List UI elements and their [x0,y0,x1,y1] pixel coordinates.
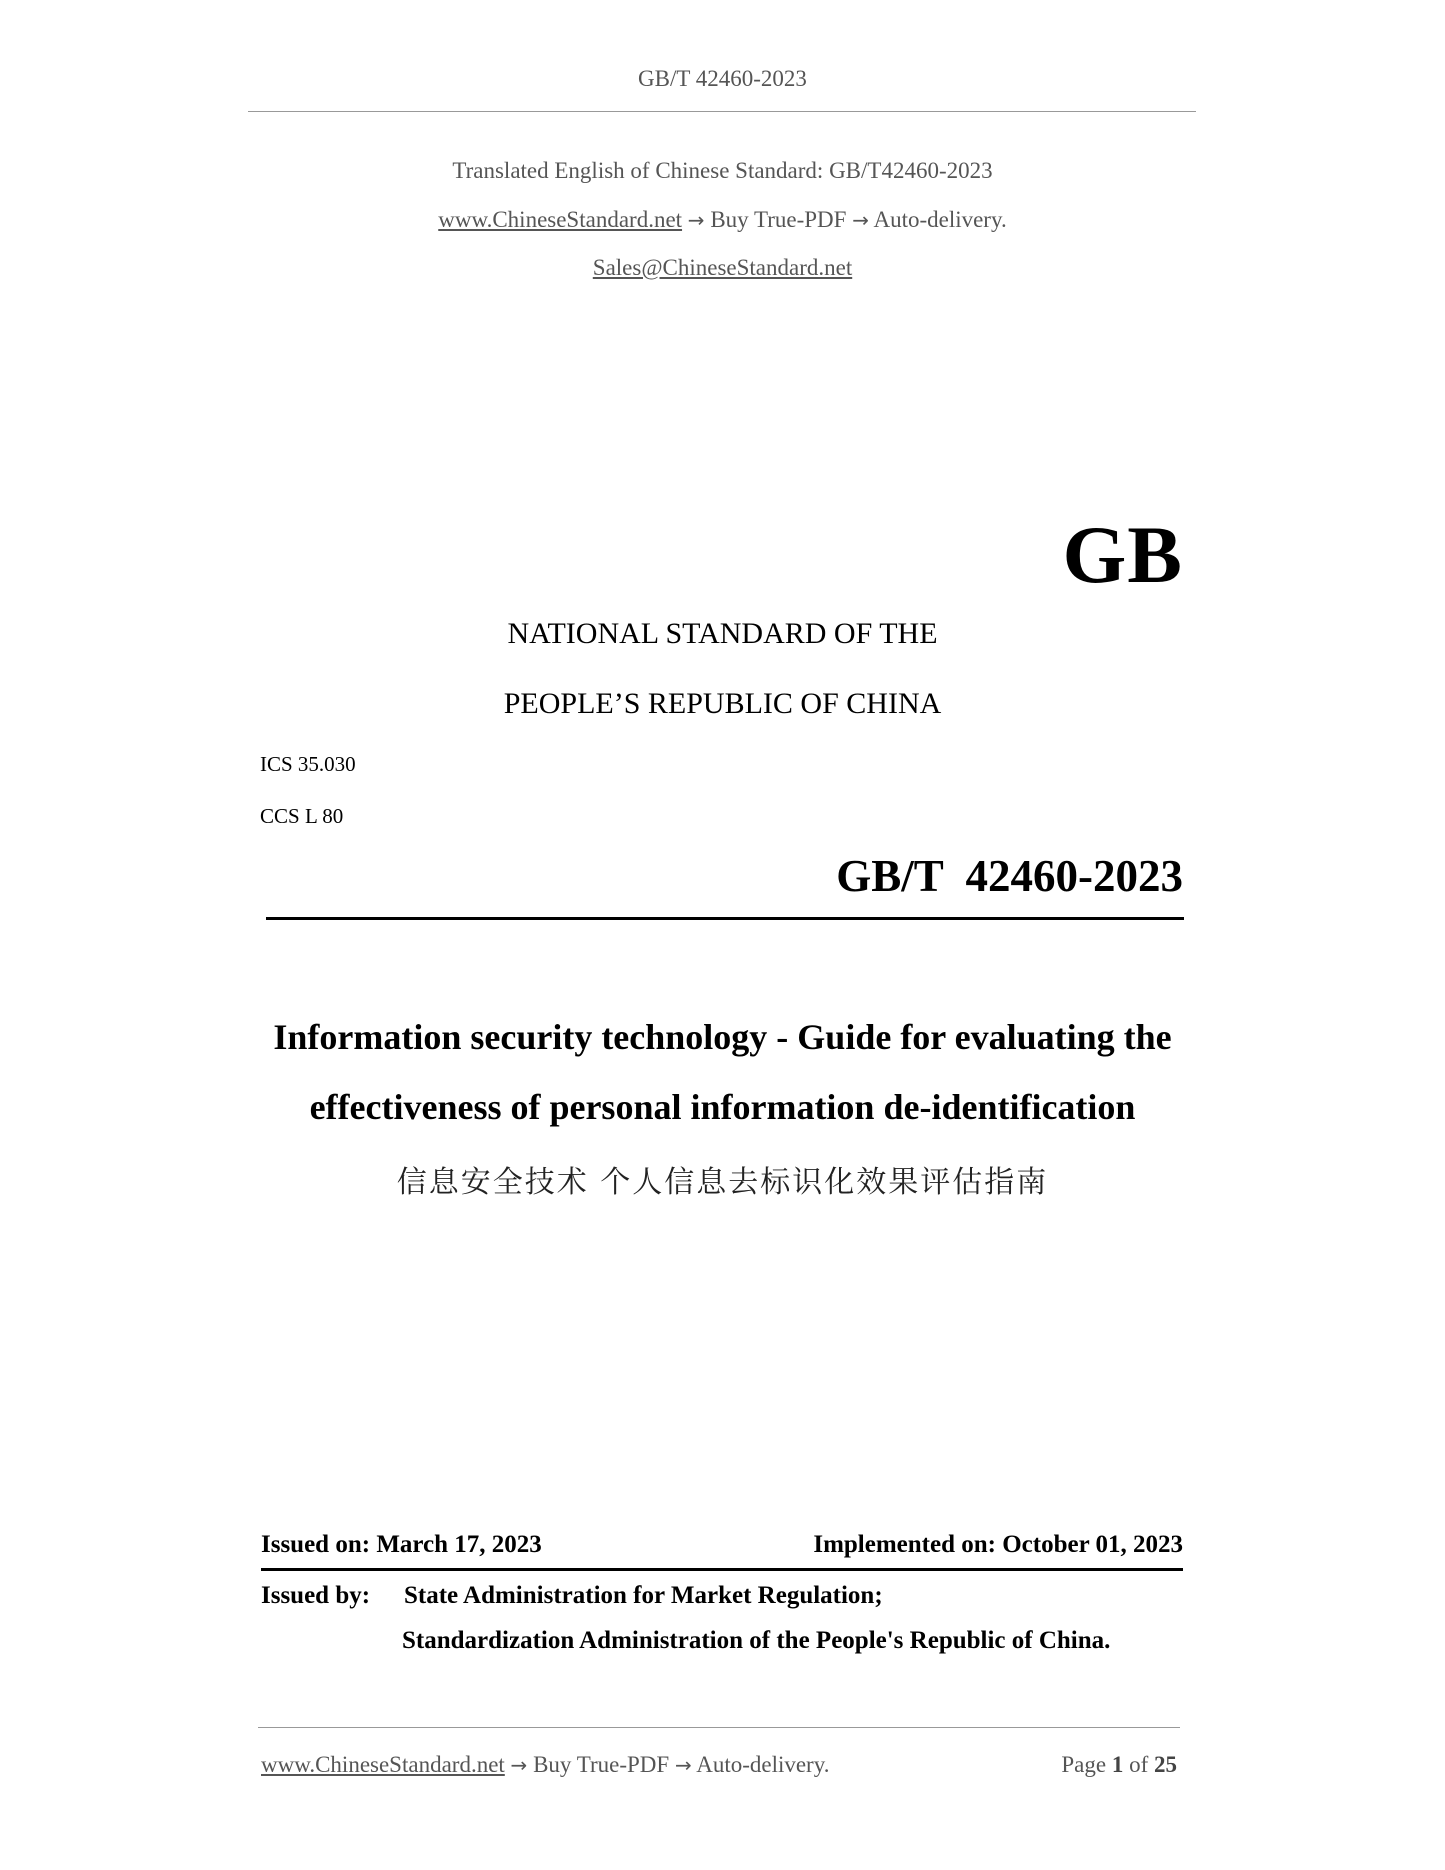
page-current: 1 [1111,1752,1124,1777]
national-standard-line-2: PEOPLE’S REPUBLIC OF CHINA [503,687,942,720]
footer-purchase-line [261,1752,829,1778]
website-link[interactable]: www.ChineseStandard.net [438,207,683,232]
arrow-right-icon: → [687,208,705,232]
footer-divider [258,1727,1180,1728]
gb-mark: GB [1062,509,1183,600]
page-word: Page [1061,1752,1107,1777]
standard-number: GB/T 42460-2023 [836,851,1183,901]
footer-buy-pdf-text: Buy True-PDF [533,1752,670,1777]
header-divider [248,111,1196,112]
purchase-line [0,207,1445,233]
implemented-on-date: Implemented on: October 01, 2023 [813,1531,1183,1558]
issuer-1: State Administration for Market Regulation; [404,1582,883,1609]
auto-delivery-text: Auto-delivery. [873,207,1007,232]
email-line [0,255,1445,281]
title-chinese: 信息安全技术 个人信息去标识化效果评估指南 [396,1165,1049,1200]
ccs-code: CCS L 80 [260,804,344,828]
translation-notice: Translated English of Chinese Standard: GB/T42460-2023 [452,158,993,183]
issued-by-label: Issued by: [261,1582,371,1609]
standard-number-rule [266,917,1184,920]
national-standard-line-1: NATIONAL STANDARD OF THE [507,617,938,650]
title-english-line-2: effectiveness of personal information de-identification [309,1087,1136,1127]
arrow-right-icon: → [674,1753,692,1777]
dates-rule [261,1568,1183,1571]
title-english-line-1: Information security technology - Guide for evaluating the [273,1017,1172,1057]
arrow-right-icon: → [852,208,869,232]
sales-email-link[interactable]: Sales@ChineseStandard.net [592,255,853,280]
issued-on-date: Issued on: March 17, 2023 [261,1531,542,1558]
buy-pdf-text: Buy True-PDF [710,207,847,232]
running-header-code: GB/T 42460-2023 [638,66,807,91]
footer-auto-delivery-text: Auto-delivery. [696,1752,830,1777]
arrow-right-icon: → [510,1753,528,1777]
issuer-2: Standardization Administration of the People's Republic of China. [402,1627,1111,1654]
page-total: 25 [1154,1752,1177,1777]
footer-website-link[interactable]: www.ChineseStandard.net [261,1752,505,1777]
ics-code: ICS 35.030 [260,752,356,776]
page-indicator [1061,1752,1177,1778]
of-word: of [1129,1752,1149,1777]
